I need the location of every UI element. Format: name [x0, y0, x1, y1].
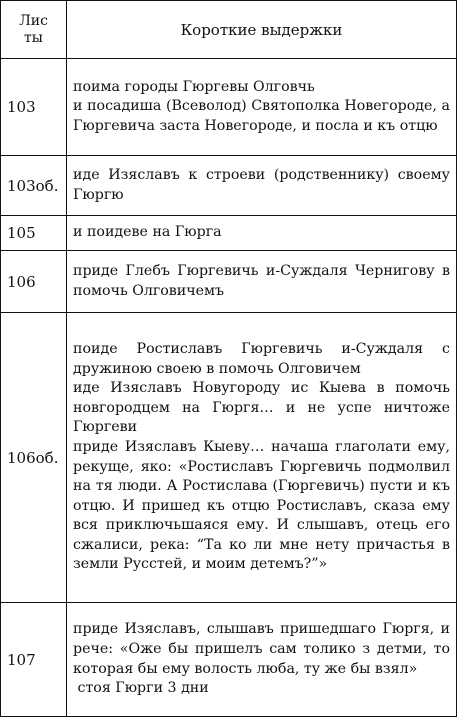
excerpt-cell — [67, 216, 457, 251]
excerpt-line: стоя Гюрги 3 дни — [73, 680, 209, 697]
excerpt-cell — [67, 251, 457, 313]
excerpt-line: поима городы Гюргевы Олговчь — [73, 78, 315, 95]
sheet-number: 103об. — [1, 156, 67, 216]
excerpt-line: иде Изяславъ Новугороду ис Кыева в помочь новгородцем на Гюргя… и не успе ничтоже Гюргеви — [73, 380, 450, 436]
header-sheets-part: Лис — [19, 12, 48, 29]
sheet-number: 106 — [1, 251, 67, 313]
table-row — [1, 156, 457, 216]
excerpt-line: приде Изяславъ Кыеву… начаша глаголати ему, рекуще, яко: «Ростиславъ Гюргевичь подмолвил на тя люди. А Ростислава (Гюргевичь) пусти и къ отцю. И пришед къ отцю Ростиславъ, сказа ему вся приключьшаяся ему. И слышавъ, отець его сжалиси, река: “Та ко ли мне нету причастья в земли Русстей, и моим детемъ?”» — [73, 438, 450, 573]
table-row — [1, 251, 457, 313]
table-row — [1, 603, 457, 717]
table-row — [1, 216, 457, 251]
sheet-number: 105 — [1, 216, 67, 251]
excerpt-cell — [67, 59, 457, 156]
header-sheets-part: ты — [24, 29, 43, 46]
header-excerpts: Короткие выдержки — [67, 1, 457, 59]
excerpt-line: и поидеве на Гюрга — [73, 224, 222, 241]
excerpt-cell — [67, 313, 457, 603]
excerpt-cell — [67, 603, 457, 717]
excerpt-line: и посадиша (Всеволод) Святополка Новегороде, а Гюргевича заста Новегороде, и посла и къ отцю — [73, 98, 450, 134]
excerpt-line: поиде Ростиславъ Гюргевичь и-Суждаля с дружиною своею в помочь Олговичем — [73, 340, 450, 377]
header-sheets — [1, 1, 67, 59]
sheet-number: 106об. — [1, 313, 67, 603]
table-row — [1, 59, 457, 156]
table-header-row — [1, 1, 457, 59]
excerpt-line: приде Изяславъ, слышавъ пришедшаго Гюргя, и рече: «Оже бы пришелъ сам толико з детми, то которая бы ему волость люба, ту же бы взял» — [73, 621, 450, 677]
excerpt-line: иде Изяславъ к строеви (родственнику) своему Гюргю — [73, 166, 450, 203]
sheet-number: 107 — [1, 603, 67, 717]
excerpt-cell — [67, 156, 457, 216]
table-row — [1, 313, 457, 603]
sheet-number: 103 — [1, 59, 67, 156]
excerpt-line: приде Глебъ Гюргевичь и-Суждаля Чернигову в помочь Олговичемъ — [73, 262, 450, 299]
